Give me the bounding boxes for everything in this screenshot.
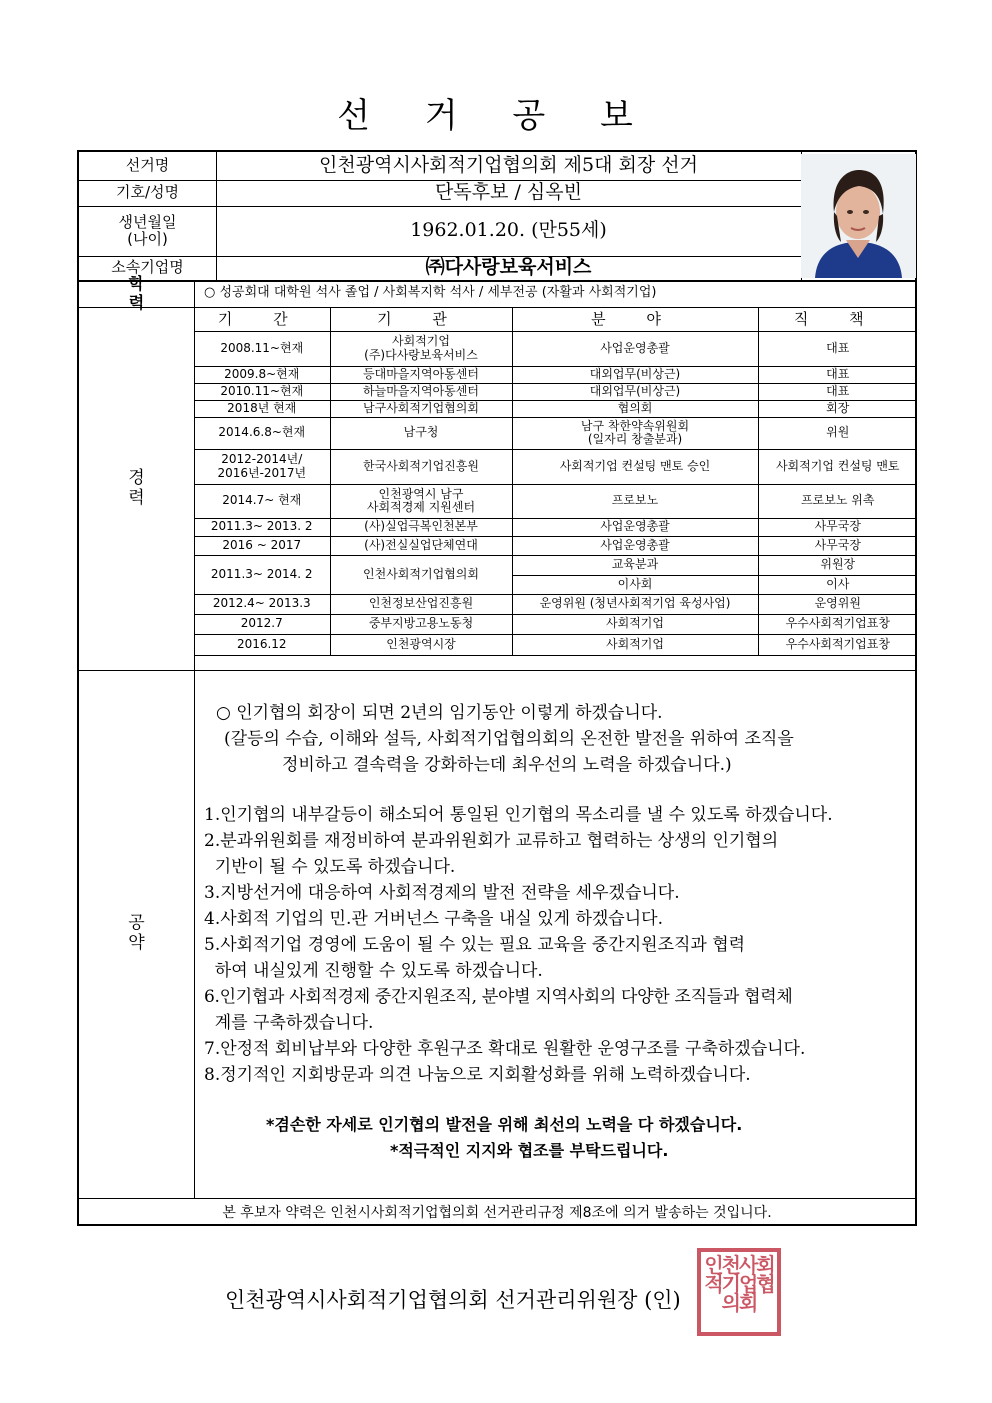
career-field: 사회적기업 컨설팅 맨토 승인 — [512, 449, 758, 484]
career-role: 사무국장 — [758, 518, 917, 536]
career-field: 교육분과 — [512, 555, 758, 575]
table-row — [194, 484, 917, 518]
table-row — [194, 366, 917, 383]
portrait-illustration — [801, 154, 916, 278]
candidate-photo — [801, 154, 916, 278]
career-period: 2012-2014년/ 2016년-2017년 — [194, 449, 330, 484]
header-position: 직 책 — [758, 307, 917, 331]
career-field: 사회적기업 — [512, 634, 758, 655]
header-period: 기 간 — [194, 307, 330, 331]
career-field: 사업운영총괄 — [512, 536, 758, 555]
career-role: 사무국장 — [758, 536, 917, 555]
career-period: 2014.7~ 현재 — [194, 484, 330, 518]
candidate-number-label: 기호/성명 — [115, 183, 179, 202]
education-label: 학 력 — [128, 274, 165, 312]
pledge-item: 7.안정적 회비납부와 다양한 후원구조 확대로 원활한 운영구조를 구축하겠습니다. — [204, 1039, 806, 1059]
official-seal — [697, 1248, 781, 1336]
career-org: (사)전실실업단체연대 — [330, 536, 512, 555]
career-role: 대표 — [758, 366, 917, 383]
table-row — [194, 383, 917, 400]
career-org: 한국사회적기업진흥원 — [330, 449, 512, 484]
career-field: 남구 착한약속위원회 (일자리 창출분과) — [512, 417, 758, 449]
career-role: 대표 — [758, 331, 917, 366]
career-period: 2008.11~현재 — [194, 331, 330, 366]
table-row — [194, 331, 917, 366]
pledge-item: 1.인기협의 내부갈등이 해소되어 통일된 인기협의 목소리를 낼 수 있도록 하겠습니다. — [204, 805, 833, 825]
career-field: 사업운영총괄 — [512, 518, 758, 536]
footer-note: 본 후보자 약력은 인천시사회적기업협의회 선거관리규정 제8조에 의거 발송하는 것입니다. — [222, 1205, 772, 1221]
company-label: 소속기업명 — [111, 258, 184, 277]
pledge-closing-1: *겸손한 자세로 인기협의 발전을 위해 최선의 노력을 다 하겠습니다. — [266, 1115, 743, 1134]
pledge-item: 2.분과위원회를 재정비하여 분과위원회가 교류하고 협력하는 상생의 인기협의 — [204, 831, 779, 851]
career-field: 사업운영총괄 — [512, 331, 758, 366]
career-role: 우수사회적기업표창 — [758, 614, 917, 634]
career-role: 운영위원 — [758, 594, 917, 614]
pledge-closing-2: *적극적인 지지와 협조를 부탁드립니다. — [390, 1141, 669, 1160]
table-row — [194, 614, 917, 634]
table-row — [194, 417, 917, 449]
pledge-item: 하여 내실있게 진행할 수 있도록 하겠습니다. — [204, 961, 543, 981]
career-role: 프로보노 위촉 — [758, 484, 917, 518]
pledge-item: 4.사회적 기업의 민.관 거버넌스 구축을 내실 있게 하겠습니다. — [204, 909, 663, 929]
birth-label-line2: (나이) — [127, 230, 168, 248]
career-org: 남구사회적기업협의회 — [330, 400, 512, 417]
career-table — [194, 307, 917, 656]
career-period: 2016 ~ 2017 — [194, 536, 330, 555]
career-period: 2011.3~ 2014. 2 — [194, 555, 330, 594]
career-field: 사회적기업 — [512, 614, 758, 634]
pledge-label: 공 약 — [128, 913, 167, 953]
career-org: 인천정보산업진흥원 — [330, 594, 512, 614]
career-role: 위원 — [758, 417, 917, 449]
career-org: 등대마을지역아동센터 — [330, 366, 512, 383]
career-org: 인천광역시장 — [330, 634, 512, 655]
pledge-item: 3.지방선거에 대응하여 사회적경제의 발전 전략을 세우겠습니다. — [204, 883, 680, 903]
signer-line: 인천광역시사회적기업협의회 선거관리위원장 (인) — [225, 1288, 681, 1312]
election-bulletin-table — [77, 150, 917, 1226]
career-period: 2014.6.8~현재 — [194, 417, 330, 449]
pledge-item: 계를 구축하겠습니다. — [204, 1013, 374, 1033]
table-row — [194, 400, 917, 417]
education-value: ○ 성공회대 대학원 석사 졸업 / 사회복지학 석사 / 세부전공 (자활과 사회적기업) — [204, 285, 657, 301]
career-period: 2010.11~현재 — [194, 383, 330, 400]
career-role: 이사 — [758, 575, 917, 594]
seal-text: 인천사회적기업협의회 — [704, 1253, 774, 1315]
career-header-row — [194, 307, 917, 331]
pledge-content — [194, 670, 917, 1198]
table-row — [194, 634, 917, 655]
career-org: 남구청 — [330, 417, 512, 449]
career-field: 프로보노 — [512, 484, 758, 518]
career-label: 경 력 — [128, 467, 167, 508]
pledge-intro-1: ○ 인기협의 회장이 되면 2년의 임기동안 이렇게 하겠습니다. — [216, 703, 663, 723]
pledge-item: 8.정기적인 지회방문과 의견 나눔으로 지회활성화를 위해 노력하겠습니다. — [204, 1065, 751, 1085]
career-org: 사회적기업 (주)다사랑보육서비스 — [330, 331, 512, 366]
career-period: 2012.7 — [194, 614, 330, 634]
career-field: 이사회 — [512, 575, 758, 594]
career-field: 대외업무(비상근) — [512, 383, 758, 400]
career-period: 2012.4~ 2013.3 — [194, 594, 330, 614]
career-org: 인천광역시 남구 사회적경제 지원센터 — [330, 484, 512, 518]
election-name-label: 선거명 — [125, 156, 170, 175]
table-row — [194, 536, 917, 555]
career-role: 위원장 — [758, 555, 917, 575]
pledge-item: 기반이 될 수 있도록 하겠습니다. — [204, 857, 456, 877]
election-name-value: 인천광역시사회적기업협의회 제5대 회장 선거 — [319, 154, 698, 177]
birth-date-label — [79, 206, 216, 256]
career-period: 2016.12 — [194, 634, 330, 655]
career-org: 인천사회적기업협의회 — [330, 555, 512, 594]
birth-date-value: 1962.01.20. (만55세) — [410, 219, 607, 242]
career-field: 운영위원 (청년사회적기업 육성사업) — [512, 594, 758, 614]
career-org: (사)실업극복인천본부 — [330, 518, 512, 536]
document-title: 선 거 공 보 — [337, 96, 655, 136]
career-org: 하늘마을지역아동센터 — [330, 383, 512, 400]
table-row — [194, 555, 917, 575]
pledge-intro-3: 정비하고 결속력을 강화하는데 최우선의 노력을 하겠습니다.) — [282, 755, 732, 775]
career-role: 우수사회적기업표창 — [758, 634, 917, 655]
candidate-number-value: 단독후보 / 심옥빈 — [435, 181, 582, 204]
pledge-item: 5.사회적기업 경영에 도움이 될 수 있는 필요 교육을 중간지원조직과 협력 — [204, 935, 746, 955]
career-role: 대표 — [758, 383, 917, 400]
table-row — [194, 594, 917, 614]
table-row — [194, 449, 917, 484]
header-organization: 기 관 — [330, 307, 512, 331]
company-value: ㈜다사랑보육서비스 — [425, 256, 592, 279]
header-field: 분 야 — [512, 307, 758, 331]
career-period: 2009.8~현재 — [194, 366, 330, 383]
career-org: 중부지방고용노동청 — [330, 614, 512, 634]
career-period: 2018년 현재 — [194, 400, 330, 417]
career-role: 회장 — [758, 400, 917, 417]
pledge-intro-2: (갈등의 수습, 이해와 설득, 사회적기업협의회의 온전한 발전을 위하여 조직을 — [224, 729, 794, 749]
table-row — [194, 518, 917, 536]
career-field: 협의회 — [512, 400, 758, 417]
pledge-item: 6.인기협과 사회적경제 중간지원조직, 분야별 지역사회의 다양한 조직들과 협력체 — [204, 987, 793, 1007]
career-field: 대외업무(비상근) — [512, 366, 758, 383]
birth-label-line1: 생년월일 — [118, 212, 177, 231]
career-role: 사회적기업 컨설팅 맨토 — [758, 449, 917, 484]
career-period: 2011.3~ 2013. 2 — [194, 518, 330, 536]
